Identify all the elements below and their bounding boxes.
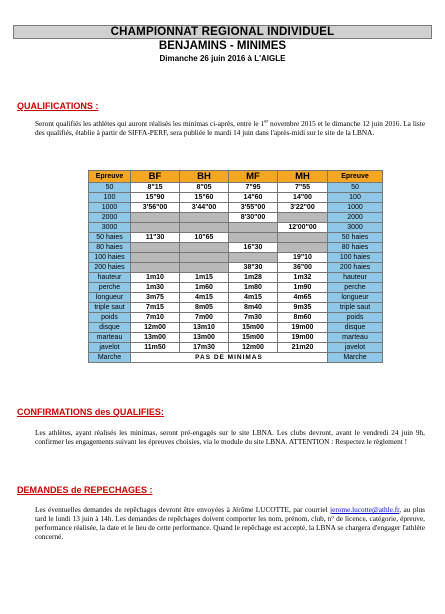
minima-cell: 3'55"00	[229, 203, 278, 213]
event-label: 80 haies	[89, 243, 131, 253]
event-label-right: hauteur	[328, 273, 383, 283]
event-label-right: Marche	[328, 353, 383, 363]
minima-cell: 8m40	[229, 303, 278, 313]
table-row	[89, 193, 383, 203]
minima-cell: 13m10	[180, 323, 229, 333]
page-subtitle: BENJAMINS - MINIMES	[158, 40, 287, 52]
event-label-right: poids	[328, 313, 383, 323]
table-row	[89, 313, 383, 323]
event-label: javelot	[89, 343, 131, 353]
minima-cell	[180, 263, 229, 273]
qualifications-sup: er	[264, 119, 269, 125]
header-category: BH	[180, 171, 229, 183]
minima-cell: 9m35	[278, 303, 328, 313]
minima-cell: 8m05	[180, 303, 229, 313]
minima-cell: 13m00	[180, 333, 229, 343]
minima-cell: 1m28	[229, 273, 278, 283]
minima-cell: 19m00	[278, 333, 328, 343]
minima-cell: 7m15	[131, 303, 180, 313]
minima-cell: 8"05	[180, 183, 229, 193]
minima-cell: 15m00	[229, 323, 278, 333]
event-label-right: 2000	[328, 213, 383, 223]
minima-cell: 10"65	[180, 233, 229, 243]
event-label-right: longueur	[328, 293, 383, 303]
minima-cell: 15"60	[180, 193, 229, 203]
event-label: 50 haies	[89, 233, 131, 243]
minima-cell: 38"30	[229, 263, 278, 273]
marche-row	[89, 353, 383, 363]
minima-cell	[131, 213, 180, 223]
header-epreuve-left: Epreuve	[89, 171, 131, 183]
qualifications-text-part2: novembre 2015 et le dimanche 12 juin 2016. La liste des qualifiés, établie à partir de SIFFA-PERF, sera publiée le mardi 14 juin dans l'après-midi sur le site de la LBNA.	[35, 119, 425, 137]
event-label: marteau	[89, 333, 131, 343]
minima-cell: 8"15	[131, 183, 180, 193]
confirmations-text: Les athlètes, ayant réalisés les minimas, seront pré-engagés sur le site LBNA. Les clubs devront, avant le vendredi 24 juin 9h, confirmer les engagements suivant les épreuves choisies, via le module du site LBNA. ATTENTION : Respectez le règlement !	[35, 428, 425, 446]
table-body	[89, 183, 383, 353]
table-row	[89, 303, 383, 313]
minima-cell	[131, 243, 180, 253]
event-label: longueur	[89, 293, 131, 303]
email-link[interactable]: jerome.lucotte@athle.fr	[330, 505, 400, 514]
minima-cell: 1m30	[131, 283, 180, 293]
minima-cell	[131, 263, 180, 273]
minima-cell	[278, 233, 328, 243]
minima-cell: 11m50	[131, 343, 180, 353]
event-label-right: 80 haies	[328, 243, 383, 253]
minima-cell: 12m00	[131, 323, 180, 333]
table-row	[89, 343, 383, 353]
minima-cell: 17m30	[180, 343, 229, 353]
event-label-right: perche	[328, 283, 383, 293]
event-label-right: 50	[328, 183, 383, 193]
minima-cell: 19m00	[278, 323, 328, 333]
minima-cell: 7m10	[131, 313, 180, 323]
event-label: 100 haies	[89, 253, 131, 263]
minima-cell	[278, 213, 328, 223]
minima-cell	[278, 243, 328, 253]
event-label: 100	[89, 193, 131, 203]
minima-cell: 3'22"00	[278, 203, 328, 213]
event-date: Dimanche 26 juin 2016 à L'AIGLE	[159, 54, 286, 63]
confirmations-heading: CONFIRMATIONS des QUALIFIES:	[17, 407, 164, 417]
table-row	[89, 263, 383, 273]
event-label: Marche	[89, 353, 131, 363]
minima-cell: 8m60	[278, 313, 328, 323]
minima-cell: 7"55	[278, 183, 328, 193]
event-label-right: 1000	[328, 203, 383, 213]
header-category: BF	[131, 171, 180, 183]
event-label-right: triple saut	[328, 303, 383, 313]
table-row	[89, 333, 383, 343]
minima-cell: 13m00	[131, 333, 180, 343]
minima-cell: 3'56"00	[131, 203, 180, 213]
event-label: 50	[89, 183, 131, 193]
table-row	[89, 323, 383, 333]
table-row	[89, 283, 383, 293]
header-epreuve-right: Epreuve	[328, 171, 383, 183]
header-category: MF	[229, 171, 278, 183]
event-label-right: 100	[328, 193, 383, 203]
minima-cell: 1m10	[131, 273, 180, 283]
table-row	[89, 213, 383, 223]
table-row	[89, 273, 383, 283]
repechages-heading: DEMANDES de REPECHAGES :	[17, 485, 153, 495]
table-row	[89, 243, 383, 253]
table-row	[89, 233, 383, 243]
minima-cell: 3'44"00	[180, 203, 229, 213]
minima-cell: 7m30	[229, 313, 278, 323]
minima-cell	[180, 253, 229, 263]
minima-cell	[180, 213, 229, 223]
repechages-text-before: Les éventuelles demandes de repêchages devront être envoyées à Jérôme LUCOTTE, par courriel	[35, 505, 331, 514]
qualifications-text	[35, 119, 425, 137]
table-row	[89, 293, 383, 303]
minima-cell: 11"30	[131, 233, 180, 243]
page-title: CHAMPIONNAT REGIONAL INDIVIDUEL	[13, 25, 432, 39]
event-label: 2000	[89, 213, 131, 223]
repechages-text	[35, 505, 425, 541]
minima-cell: 1m90	[278, 283, 328, 293]
minima-cell: 21m20	[278, 343, 328, 353]
minima-cell: 1m32	[278, 273, 328, 283]
event-label: 200 haies	[89, 263, 131, 273]
event-label-right: 3000	[328, 223, 383, 233]
minima-cell: 7m00	[180, 313, 229, 323]
minima-cell: 4m15	[180, 293, 229, 303]
event-label: perche	[89, 283, 131, 293]
minima-cell: 1m80	[229, 283, 278, 293]
qualifications-heading: QUALIFICATIONS :	[17, 101, 99, 111]
header-category: MH	[278, 171, 328, 183]
event-label: poids	[89, 313, 131, 323]
event-label: 1000	[89, 203, 131, 213]
minima-cell: 16"30	[229, 243, 278, 253]
minima-cell	[229, 233, 278, 243]
minima-cell	[229, 223, 278, 233]
minima-cell: 36"00	[278, 263, 328, 273]
event-label-right: 200 haies	[328, 263, 383, 273]
table-row	[89, 183, 383, 193]
minimas-table	[88, 170, 383, 363]
event-label: disque	[89, 323, 131, 333]
minima-cell: 1m60	[180, 283, 229, 293]
minima-cell: 3m75	[131, 293, 180, 303]
repechages-text-after: , au plus tard le lundi 13 juin à 14h. Les demandes de repêchages doivent comporter les nom, prénom, club, n° de licence, catégorie, épreuve, performance réalisée, la date et le lieu de cette performance. Quand le repêchage est accepté, la LBNA se chargera d'engager l'athlète concerné.	[35, 505, 425, 541]
event-label-right: marteau	[328, 333, 383, 343]
event-label-right: disque	[328, 323, 383, 333]
table-row	[89, 223, 383, 233]
event-label-right: 50 haies	[328, 233, 383, 243]
minima-cell	[131, 223, 180, 233]
minima-cell: 4m15	[229, 293, 278, 303]
table-row	[89, 203, 383, 213]
event-label: triple saut	[89, 303, 131, 313]
event-label-right: javelot	[328, 343, 383, 353]
minima-cell: 15"90	[131, 193, 180, 203]
minima-cell: 19"10	[278, 253, 328, 263]
minima-cell: 15m00	[229, 333, 278, 343]
event-label-right: 100 haies	[328, 253, 383, 263]
event-label: 3000	[89, 223, 131, 233]
minima-cell: 7"95	[229, 183, 278, 193]
minima-cell	[180, 223, 229, 233]
table-header-row	[89, 171, 383, 183]
minima-cell: 8'30"00	[229, 213, 278, 223]
minima-cell	[229, 253, 278, 263]
qualifications-text-part1: Seront qualifiés les athlètes qui auront réalisés les minimas ci-après, entre le 1	[35, 119, 265, 128]
minima-cell: 4m65	[278, 293, 328, 303]
minima-cell: 14"00	[278, 193, 328, 203]
minima-cell: 12m00	[229, 343, 278, 353]
minima-cell: 1m15	[180, 273, 229, 283]
marche-text: PAS DE MINIMAS	[131, 353, 328, 363]
minima-cell: 12'00"00	[278, 223, 328, 233]
minima-cell	[180, 243, 229, 253]
event-label: hauteur	[89, 273, 131, 283]
table-row	[89, 253, 383, 263]
minima-cell: 14"60	[229, 193, 278, 203]
minima-cell	[131, 253, 180, 263]
